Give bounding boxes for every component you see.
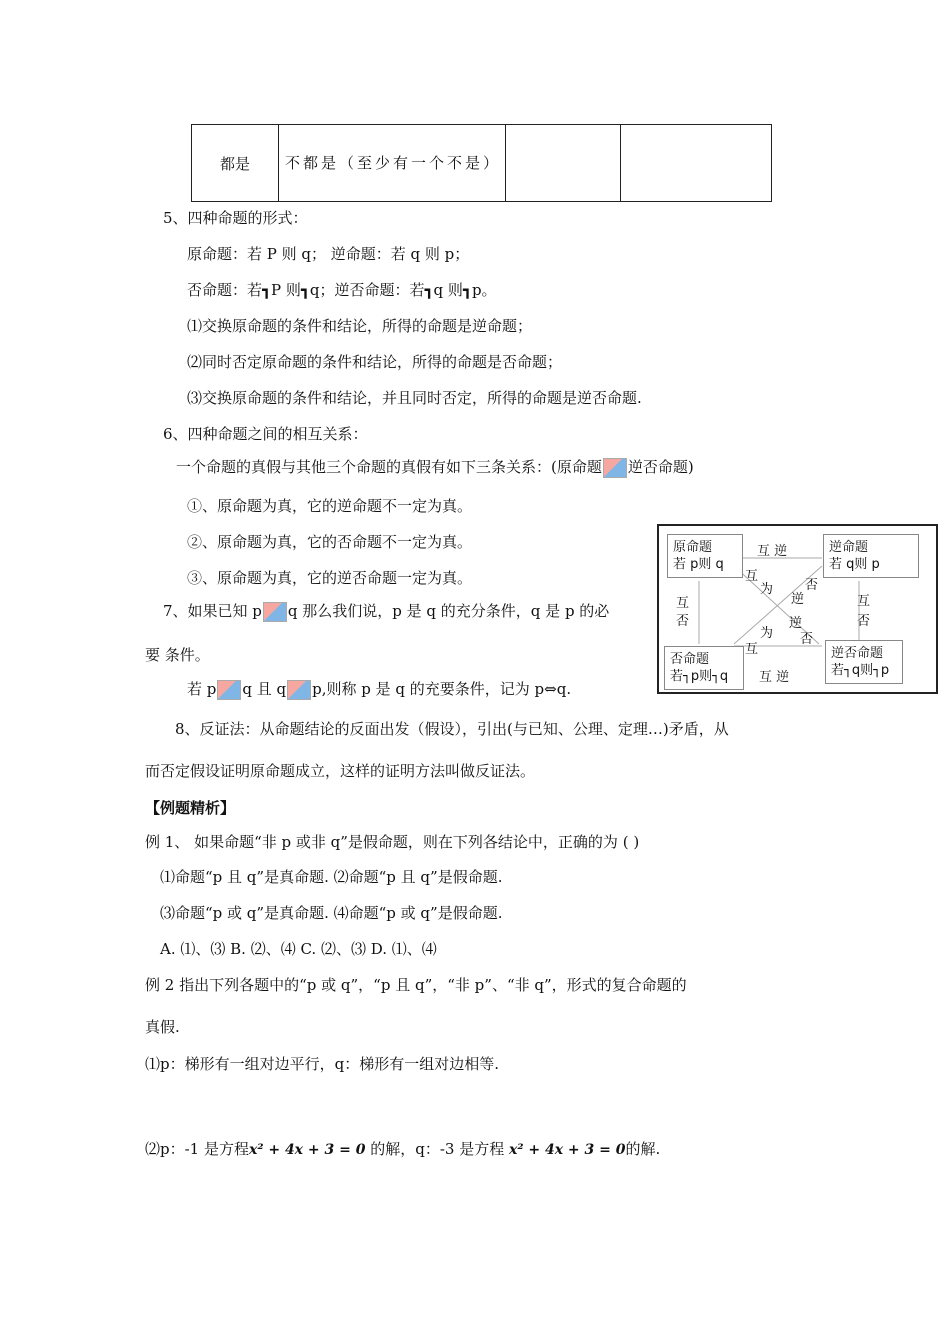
implies-image-icon: [263, 602, 287, 622]
section-5-line2: 否命题：若┓P 则┓q；逆否命题：若┓q 则┓p。: [187, 281, 497, 299]
original-form: 若 p则 q: [673, 557, 724, 572]
example-2-question-line1: 例 2 指出下列各题中的“p 或 q”，“p 且 q”，“非 p”、“非 q”，形式的复合命题的: [145, 976, 687, 994]
label-right-1: 互: [857, 594, 871, 609]
section-8-line2: 而否定假设证明原命题成立，这样的证明方法叫做反证法。: [145, 762, 536, 780]
diag-label-hu-2: 互: [745, 642, 759, 657]
contrapositive-form: 若┐q则┐p: [831, 663, 890, 678]
section-5-item1: ⑴交换原命题的条件和结论，所得的命题是逆命题；: [187, 317, 533, 335]
section-6-intro-a: 一个命题的真假与其他三个命题的真假有如下三条关系：(原命题: [176, 458, 602, 476]
section-7-line3: [187, 678, 571, 700]
section-6-intro: [176, 456, 694, 478]
example-2-part2-b: 的解，q：-3 是方程: [365, 1140, 509, 1158]
diag-label-fou: 否: [805, 578, 819, 593]
section-8-line1: 8、反证法：从命题结论的反面出发（假设），引出(与已知、公理、定理…)矛盾，从: [175, 720, 729, 738]
section-7-b: q 那么我们说，p 是 q 的充分条件，q 是 p 的必: [287, 602, 610, 620]
section-7-d3: p,则称 p 是 q 的充要条件，记为 p⇔q.: [312, 680, 572, 698]
table-cell-empty-1: [506, 125, 621, 202]
examples-heading: 【例题精析】: [145, 799, 236, 817]
diag-label-wei-2: 为: [760, 626, 774, 641]
section-6-heading: 6、四种命题之间的相互关系：: [163, 425, 368, 443]
contrapositive-title: 逆否命题: [831, 646, 884, 661]
example-2-part2-c: 的解.: [625, 1140, 661, 1158]
label-bottom-converse: 互 逆: [759, 670, 790, 685]
inverse-proposition-box: [664, 646, 744, 690]
converse-form: 若 q则 p: [829, 557, 880, 572]
four-propositions-diagram: [657, 524, 938, 694]
section-7-d2: q 且 q: [242, 680, 287, 698]
example-2-question-line2: 真假.: [145, 1018, 180, 1036]
relation-2: ②、原命题为真，它的否命题不一定为真。: [187, 533, 473, 551]
diag-label-hu: 互: [745, 569, 759, 584]
diag-label-wei: 为: [760, 582, 774, 597]
example-2-part1: ⑴p：梯形有一组对边平行，q：梯形有一组对边相等.: [145, 1055, 499, 1073]
section-5-item2: ⑵同时否定原命题的条件和结论，所得的命题是否命题；: [187, 353, 563, 371]
original-proposition-box: [667, 534, 743, 578]
table-cell-empty-2: [621, 125, 772, 202]
label-top-converse: 互 逆: [757, 544, 788, 559]
implies-image-icon-2: [217, 680, 241, 700]
converse-title: 逆命题: [829, 540, 869, 555]
section-7-d1: 若 p: [187, 680, 217, 698]
original-title: 原命题: [673, 540, 713, 555]
example-1-options-1: ⑴命题“p 且 q”是真命题. ⑵命题“p 且 q”是假命题.: [160, 868, 503, 886]
contrapositive-proposition-box: [825, 640, 903, 684]
inverse-form: 若┐p则┐q: [670, 669, 729, 684]
example-1-choices: A. ⑴、⑶ B. ⑵、⑷ C. ⑵、⑶ D. ⑴、⑷: [160, 940, 437, 958]
negation-table: [191, 124, 772, 202]
section-6-intro-b: 逆否命题): [627, 458, 694, 476]
example-1-question: 例 1、 如果命题“非 p 或非 q”是假命题，则在下列各结论中，正确的为 ( ): [145, 833, 640, 851]
relation-3: ③、原命题为真，它的逆否命题一定为真。: [187, 569, 473, 587]
inverse-title: 否命题: [670, 652, 710, 667]
table-cell-not-all: 不都是（至少有一个不是）: [279, 125, 506, 202]
example-2-part2-a: ⑵p：-1 是方程: [145, 1140, 249, 1158]
section-5-line1: 原命题：若 P 则 q； 逆命题：若 q 则 p；: [187, 245, 470, 263]
converse-proposition-box: [823, 534, 919, 578]
label-right-2: 否: [857, 614, 871, 629]
diag-label-ni: 逆: [791, 592, 805, 607]
example-2-part2: [145, 1138, 660, 1159]
section-7-line2: 要 条件。: [145, 646, 210, 664]
diag-label-fou-2: 否: [800, 632, 814, 647]
equation-1: x² + 4x + 3 = 0: [248, 1142, 366, 1158]
table-row: [192, 125, 772, 202]
implies-image-icon-3: [287, 680, 311, 700]
equation-2: x² + 4x + 3 = 0: [509, 1142, 626, 1158]
section-5-heading: 5、四种命题的形式：: [163, 209, 308, 227]
section-7-line1: [163, 600, 609, 622]
example-1-options-2: ⑶命题“p 或 q”是真命题. ⑷命题“p 或 q”是假命题.: [160, 904, 503, 922]
relation-1: ①、原命题为真，它的逆命题不一定为真。: [187, 497, 473, 515]
equivalence-image-icon: [603, 458, 627, 478]
section-5-item3: ⑶交换原命题的条件和结论，并且同时否定，所得的命题是逆否命题.: [187, 389, 642, 407]
label-left-2: 否: [676, 614, 690, 629]
table-cell-all: 都是: [192, 125, 279, 202]
section-7-a: 7、如果已知 p: [163, 602, 262, 620]
diag-label-ni-2: 逆: [789, 616, 803, 631]
label-left-1: 互: [676, 596, 690, 611]
